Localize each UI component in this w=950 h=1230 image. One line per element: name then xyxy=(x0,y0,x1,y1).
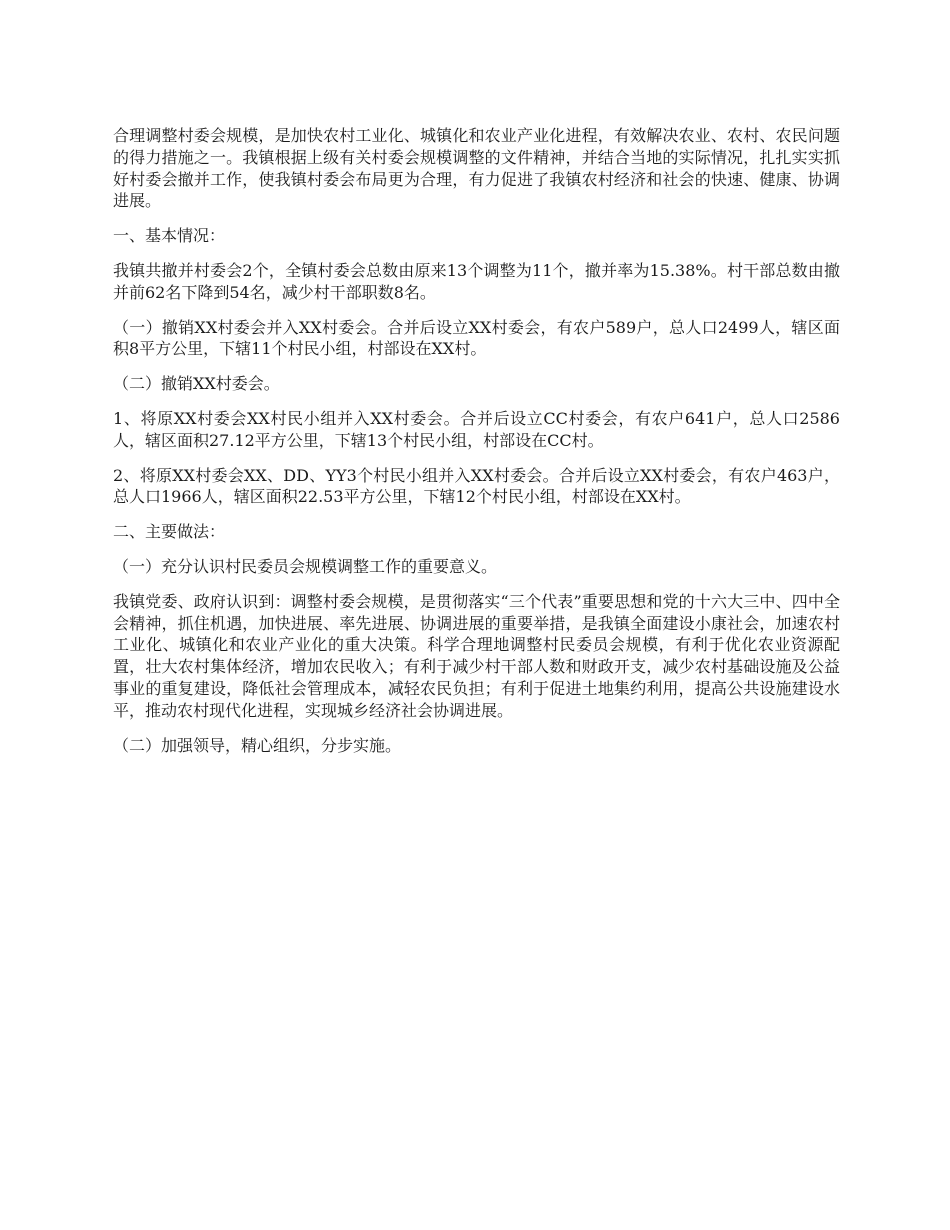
basic-situation-paragraph: 我镇共撤并村委会2个，全镇村委会总数由原来13个调整为11个，撤并率为15.38%。村干部总数由撤并前62名下降到54名，减少村干部职数8名。 xyxy=(113,260,840,302)
practice-one-heading: （一）充分认识村民委员会规模调整工作的重要意义。 xyxy=(113,556,498,576)
subsection-two-heading: （二）撤销XX村委会。 xyxy=(113,374,280,394)
intro-paragraph: 合理调整村委会规模，是加快农村工业化、城镇化和农业产业化进程，有效解决农业、农村、农民问题的得力措施之一。我镇根据上级有关村委会规模调整的文件精神，并结合当地的实际情况，扎扎实实抓好村委会撤并工作，使我镇村委会布局更为合理，有力促进了我镇农村经济和社会的快速、健康、协调进展。 xyxy=(113,126,840,211)
section-heading-main-practices: 二、主要做法： xyxy=(113,522,226,542)
subsection-one-paragraph: （一）撤销XX村委会并入XX村委会。合并后设立XX村委会，有农户589户，总人口2499人，辖区面积8平方公里，下辖11个村民小组，村部设在XX村。 xyxy=(113,317,840,359)
section-heading-basic-situation: 一、基本情况： xyxy=(113,226,226,246)
practice-two-heading: （二）加强领导，精心组织，分步实施。 xyxy=(113,735,402,755)
practice-one-paragraph: 我镇党委、政府认识到：调整村委会规模，是贯彻落实“三个代表”重要思想和党的十六大三中、四中全会精神，抓住机遇，加快进展、率先进展、协调进展的重要举措，是我镇全面建设小康社会，加速农村工业化、城镇化和农业产业化的重大决策。科学合理地调整村民委员会规模，有利于优化农业资源配置，壮大农村集体经济，增加农民收入；有利于减少村干部人数和财政开支，减少农村基础设施及公益事业的重复建设，降低社会管理成本，减轻农民负担；有利于促进土地集约利用，提高公共设施建设水平，推动农村现代化进程，实现城乡经济社会协调进展。 xyxy=(113,591,840,720)
item-two-paragraph: 2、将原XX村委会XX、DD、YY3个村民小组并入XX村委会。合并后设立XX村委会，有农户463户，总人口1966人，辖区面积22.53平方公里，下辖12个村民小组，村部设在XX村。 xyxy=(113,465,840,507)
document-body xyxy=(113,125,840,769)
item-one-paragraph: 1、将原XX村委会XX村民小组并入XX村委会。合并后设立CC村委会，有农户641户，总人口2586人，辖区面积27.12平方公里，下辖13个村民小组，村部设在CC村。 xyxy=(113,408,840,450)
